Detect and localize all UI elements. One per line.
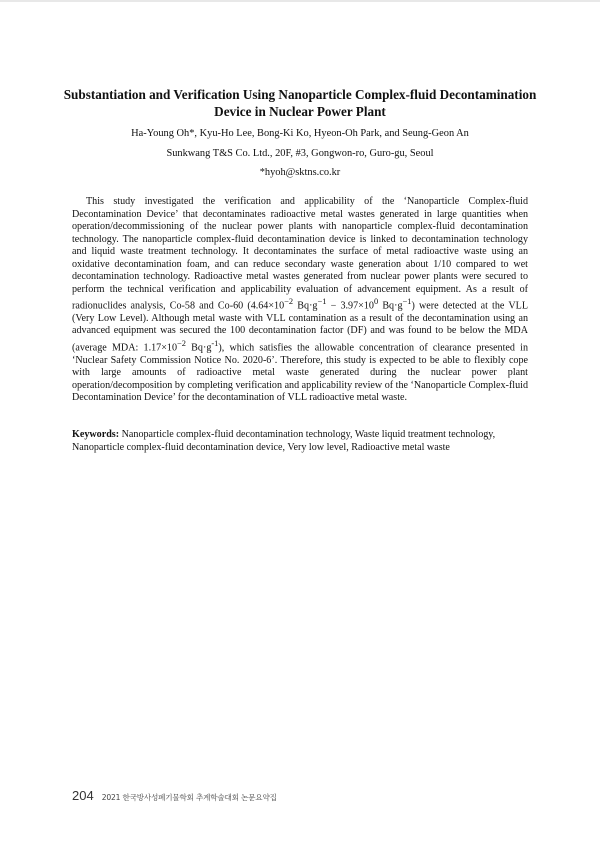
exponent: −2 bbox=[284, 297, 294, 306]
keywords-section bbox=[72, 429, 528, 454]
corresponding-email: *hyoh@sktns.co.kr bbox=[259, 167, 341, 178]
affiliation: Sunkwang T&S Co. Ltd., 20F, #3, Gongwon-ro, Guro-gu, Seoul bbox=[166, 148, 434, 159]
exponent: −1 bbox=[402, 297, 412, 306]
keywords-list: Nanoparticle complex-fluid decontamination technology, Waste liquid treatment technology, Nanoparticle complex-fluid decontamination device, Very low level, Radioactive metal waste bbox=[72, 429, 496, 453]
page-number: 204 bbox=[72, 788, 94, 803]
abstract-text-2: − 3.97×10 bbox=[326, 300, 374, 312]
page-footer bbox=[72, 788, 277, 804]
abstract-text-3: ) were detected at the VLL (Very Low Level). Although metal waste with VLL contamination as a result of the decontamination using an advanced equipment was secured the 100 decontamination factor (DF) and was found to be below the MDA (average MDA: 1.17×10 bbox=[72, 300, 528, 354]
unit: Bq·g bbox=[378, 300, 403, 312]
unit: Bq·g bbox=[293, 300, 318, 312]
keywords-label: Keywords: bbox=[72, 429, 120, 440]
unit: Bq·g bbox=[185, 342, 212, 354]
paper-title: Substantiation and Verification Using Nanoparticle Complex-fluid Decontamination Device in Nuclear Power Plant bbox=[63, 87, 537, 119]
abstract-text-4: ), which satisfies the allowable concentration of clearance presented in ‘Nuclear Safety Commission Notice No. 2020-6’. Therefore, this study is expected to be able to flexibly cope with large amounts of radioactive metal waste generated during the nuclear power plant operation/decomposition by completing verification and applicability review of the ‘Nanoparticle Complex-fluid Decontamination Device’ for the decontamination of VLL radioactive metal waste. bbox=[72, 342, 529, 404]
abstract-body bbox=[72, 196, 528, 405]
exponent: -1 bbox=[211, 338, 219, 348]
exponent: 0 bbox=[373, 297, 379, 306]
exponent: −1 bbox=[317, 297, 327, 306]
author-list: Ha-Young Oh*, Kyu-Ho Lee, Bong-Ki Ko, Hyeon-Oh Park, and Seung-Geon An bbox=[131, 128, 469, 139]
proceedings-name: 2021 한국방사성폐기물학회 추계학술대회 논문요약집 bbox=[101, 793, 277, 802]
abstract-text-1: This study investigated the verification and applicability of the ‘Nanoparticle Complex-fluid Decontamination Device’ that decontaminates radioactive metal wastes generated in large quantities when operation/decommissioning of the nuclear power plants with nanoparticle complex-fluid decontamination technology. The nanoparticle complex-fluid decontamination device is linked to decontamination technology and liquid waste treatment technology. It decontaminates the surface of metal radioactive waste using an oxidative decontamination foam, and can reduce secondary waste generation about 1/10 compared to wet decontamination technology. Radioactive metal wastes generated from nuclear power plants were secured to perform the technical verification and applicability evaluation of advancement equipment. As a result of radionuclides analysis, Co-58 and Co-60 (4.64×10 bbox=[72, 196, 528, 312]
exponent: −2 bbox=[177, 338, 186, 348]
page-top-edge bbox=[0, 0, 600, 2]
